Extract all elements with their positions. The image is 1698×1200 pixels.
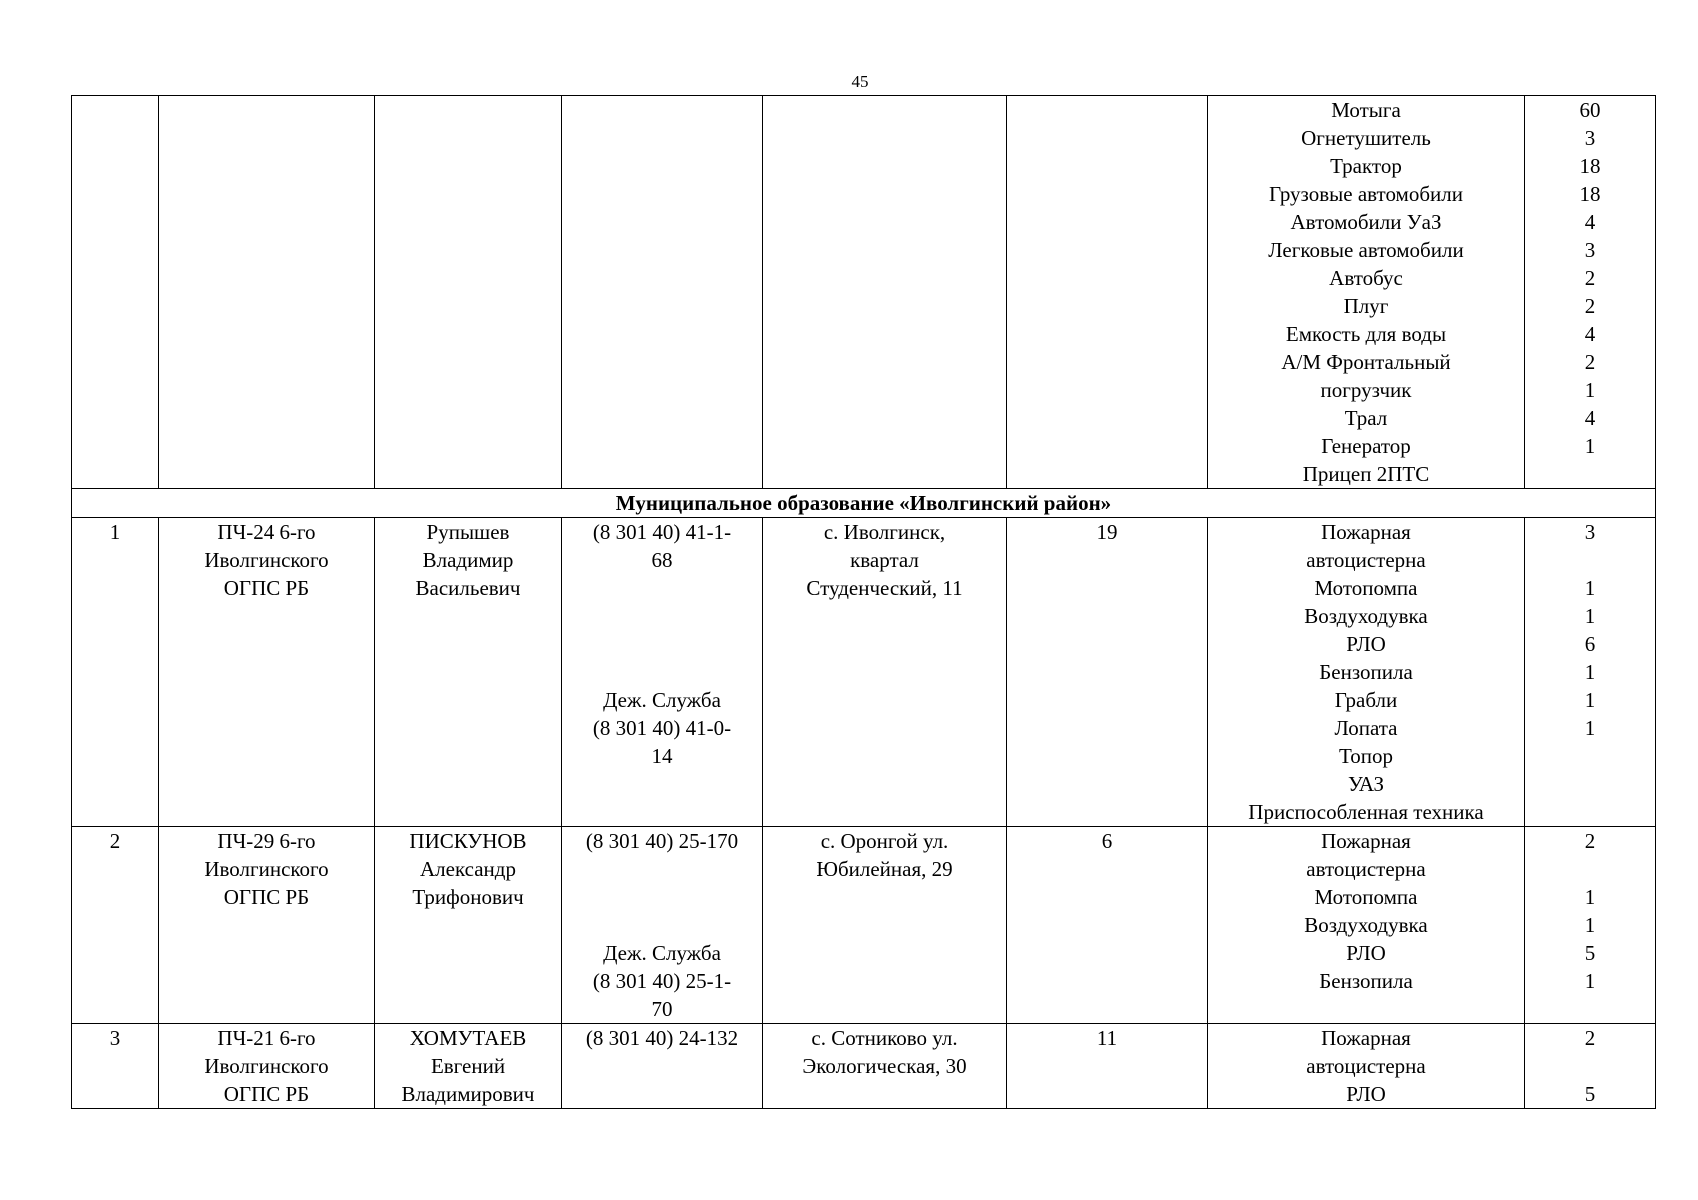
quantity-cell: [1525, 1024, 1656, 1109]
head-line: ПИСКУНОВ: [409, 829, 527, 853]
quantity-item: 60: [1579, 98, 1601, 122]
equipment-item: Огнетушитель: [1301, 126, 1431, 150]
head-line: Васильевич: [415, 576, 521, 600]
cell-quantity: [1525, 96, 1656, 489]
duty-phone-line: 14: [651, 744, 673, 768]
section-title: Муниципальное образование «Иволгинский район»: [72, 489, 1656, 518]
phone-line: (8 301 40) 41-1-: [592, 520, 732, 544]
quantity-item: 4: [1584, 210, 1596, 234]
quantity-item: 1: [1584, 885, 1596, 909]
equipment-item: Мотыга: [1331, 98, 1401, 122]
equipment-item: Пожарная: [1321, 829, 1411, 853]
equipment-item: УАЗ: [1347, 772, 1385, 796]
address-line: Экологическая, 30: [802, 1054, 967, 1078]
quantity-cell: [1525, 518, 1656, 827]
head-name: [375, 827, 562, 1024]
phone-line: 68: [651, 548, 673, 572]
quantity-item: 18: [1579, 182, 1601, 206]
quantity-item: 18: [1579, 154, 1601, 178]
unit-line: Иволгинского: [204, 548, 329, 572]
head-line: Рупышев: [426, 520, 510, 544]
equipment-item: автоцистерна: [1306, 857, 1426, 881]
unit-line: ОГПС РБ: [223, 885, 310, 909]
quantity-item: 2: [1584, 266, 1596, 290]
cell-address: [763, 96, 1007, 489]
quantity-item: 2: [1584, 1026, 1596, 1050]
unit-line: Иволгинского: [204, 1054, 329, 1078]
address-cell: [763, 518, 1007, 827]
address-line: Юбилейная, 29: [816, 857, 953, 881]
cell-num: [72, 96, 159, 489]
quantity-item: 1: [1584, 969, 1596, 993]
head-line: Владимир: [422, 548, 514, 572]
cell-phone: [562, 96, 763, 489]
equipment-item: Лопата: [1334, 716, 1398, 740]
quantity-item: 2: [1584, 829, 1596, 853]
address-line: квартал: [850, 548, 919, 572]
cell-equipment: [1208, 96, 1525, 489]
cell-staff: [1007, 96, 1208, 489]
address-cell: [763, 1024, 1007, 1109]
staff-count: 6: [1007, 827, 1208, 1024]
equipment-item: Генератор: [1321, 434, 1411, 458]
equipment-item: Легковые автомобили: [1268, 238, 1464, 262]
equipment-item: Трал: [1344, 406, 1388, 430]
quantity-item: 4: [1584, 322, 1596, 346]
equipment-item: РЛО: [1346, 632, 1386, 656]
quantity-item: 5: [1584, 1082, 1596, 1106]
equipment-item: Топор: [1339, 744, 1393, 768]
equipment-item: Бензопила: [1319, 660, 1413, 684]
equipment-item: автоцистерна: [1306, 548, 1426, 572]
cell-unit: [159, 96, 375, 489]
equipment-item: Мотопомпа: [1314, 576, 1418, 600]
equipment-item: Автобус: [1329, 266, 1403, 290]
head-name: [375, 518, 562, 827]
equipment-item: Емкость для воды: [1285, 322, 1447, 346]
equipment-item: РЛО: [1346, 941, 1386, 965]
table-row: [72, 518, 1656, 827]
quantity-item: 3: [1584, 238, 1596, 262]
quantity-item: 1: [1584, 576, 1596, 600]
row-number: 2: [72, 827, 159, 1024]
section-row: [72, 489, 1656, 518]
head-line: Владимирович: [401, 1082, 535, 1106]
equipment-item: А/М Фронтальный: [1281, 350, 1451, 374]
equipment-item: Плуг: [1343, 294, 1389, 318]
head-line: ХОМУТАЕВ: [409, 1026, 527, 1050]
equipment-item: Грабли: [1334, 688, 1398, 712]
head-line: Александр: [420, 857, 516, 881]
head-line: Трифонович: [412, 885, 524, 909]
quantity-item: 6: [1584, 632, 1596, 656]
duty-service-label: Деж. Служба: [603, 941, 721, 965]
equipment-item: Пожарная: [1321, 1026, 1411, 1050]
fire-unit-name: [159, 827, 375, 1024]
phone-cell: [562, 827, 763, 1024]
unit-line: ОГПС РБ: [223, 1082, 310, 1106]
equipment-cell: [1208, 827, 1525, 1024]
unit-line: Иволгинского: [204, 857, 329, 881]
fire-unit-name: [159, 518, 375, 827]
duty-phone-line: (8 301 40) 25-1-: [592, 969, 732, 993]
address-line: с. Иволгинск,: [823, 520, 946, 544]
equipment-item: Бензопила: [1319, 969, 1413, 993]
cell-head: [375, 96, 562, 489]
address-cell: [763, 827, 1007, 1024]
address-line: с. Сотниково ул.: [811, 1026, 958, 1050]
resources-table: [71, 95, 1656, 1109]
unit-line: ПЧ-29 6-го: [217, 829, 316, 853]
phone-line: (8 301 40) 25-170: [585, 829, 739, 853]
equipment-cell: [1208, 1024, 1525, 1109]
staff-count: 11: [1007, 1024, 1208, 1109]
equipment-item: РЛО: [1346, 1082, 1386, 1106]
quantity-item: 1: [1584, 716, 1596, 740]
equipment-item: Воздуходувка: [1304, 913, 1428, 937]
row-number: 1: [72, 518, 159, 827]
head-line: Евгений: [430, 1054, 506, 1078]
quantity-item: 1: [1584, 660, 1596, 684]
quantity-item: 3: [1584, 520, 1596, 544]
quantity-item: 5: [1584, 941, 1596, 965]
quantity-item: 2: [1584, 294, 1596, 318]
phone-cell: [562, 518, 763, 827]
quantity-item: 1: [1584, 604, 1596, 628]
equipment-item: погрузчик: [1320, 378, 1412, 402]
duty-phone-line: 70: [651, 997, 673, 1021]
row-number: 3: [72, 1024, 159, 1109]
duty-service-label: Деж. Служба: [603, 688, 721, 712]
address-line: Студенческий, 11: [806, 576, 963, 600]
phone-cell: [562, 1024, 763, 1109]
quantity-item: 1: [1584, 913, 1596, 937]
equipment-item: автоцистерна: [1306, 1054, 1426, 1078]
duty-phone-line: (8 301 40) 41-0-: [592, 716, 732, 740]
quantity-item: 1: [1584, 378, 1596, 402]
unit-line: ОГПС РБ: [223, 576, 310, 600]
staff-count: 19: [1007, 518, 1208, 827]
equipment-item: Автомобили УаЗ: [1290, 210, 1442, 234]
quantity-item: 1: [1584, 434, 1596, 458]
quantity-item: 4: [1584, 406, 1596, 430]
continuation-row: [72, 96, 1656, 489]
equipment-item: Трактор: [1330, 154, 1402, 178]
quantity-item: 1: [1584, 688, 1596, 712]
quantity-item: 3: [1584, 126, 1596, 150]
fire-unit-name: [159, 1024, 375, 1109]
page-number: 45: [851, 72, 869, 91]
quantity-item: 2: [1584, 350, 1596, 374]
head-name: [375, 1024, 562, 1109]
equipment-item: Мотопомпа: [1314, 885, 1418, 909]
unit-line: ПЧ-21 6-го: [217, 1026, 316, 1050]
quantity-cell: [1525, 827, 1656, 1024]
equipment-item: Грузовые автомобили: [1269, 182, 1463, 206]
unit-line: ПЧ-24 6-го: [217, 520, 316, 544]
equipment-item: Прицеп 2ПТС: [1302, 462, 1430, 486]
table-row: [72, 827, 1656, 1024]
table-row: [72, 1024, 1656, 1109]
equipment-item: Воздуходувка: [1304, 604, 1428, 628]
equipment-item: Приспособленная техника: [1248, 800, 1484, 824]
equipment-item: Пожарная: [1321, 520, 1411, 544]
phone-line: (8 301 40) 24-132: [585, 1026, 739, 1050]
equipment-cell: [1208, 518, 1525, 827]
address-line: с. Оронгой ул.: [820, 829, 949, 853]
